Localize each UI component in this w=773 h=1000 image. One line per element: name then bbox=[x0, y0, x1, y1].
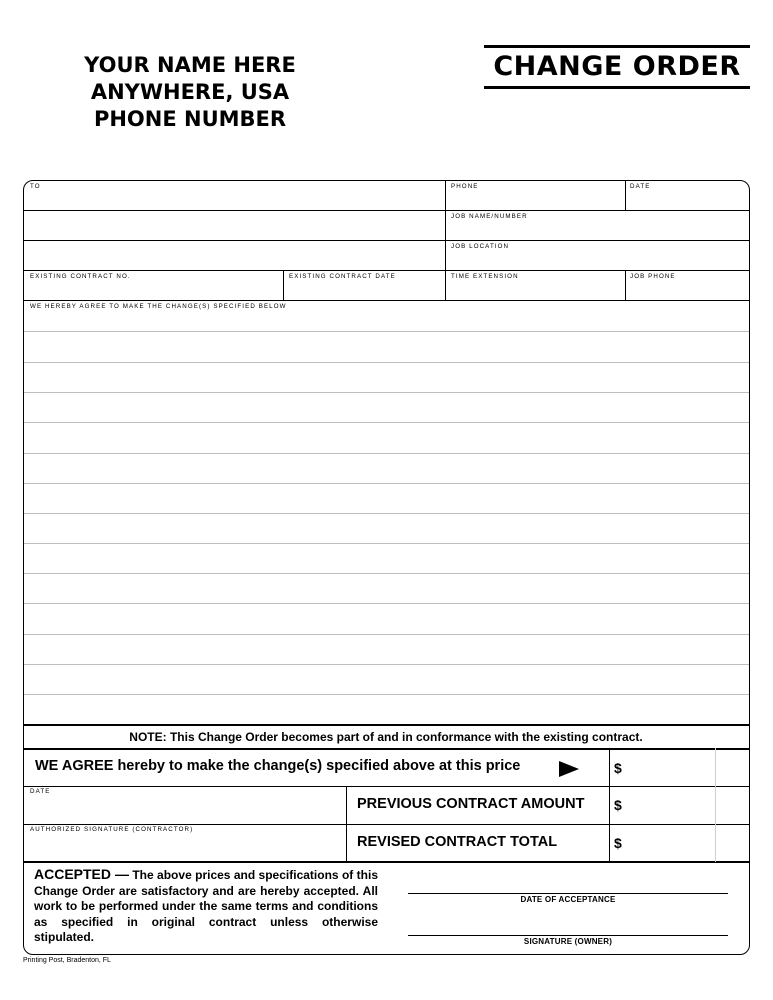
note-text: NOTE: This Change Order becomes part of and in conformance with the existing contract. bbox=[129, 730, 643, 744]
time-extension-field[interactable] bbox=[445, 270, 625, 300]
form-title: CHANGE ORDER bbox=[493, 51, 741, 82]
divider bbox=[24, 724, 750, 726]
existing-contract-no-field[interactable] bbox=[24, 270, 283, 300]
previous-amount-field[interactable] bbox=[609, 786, 750, 824]
contractor-signature-field[interactable] bbox=[24, 824, 346, 861]
ruled-line bbox=[24, 453, 750, 454]
ruled-line bbox=[24, 483, 750, 484]
job-phone-label: JOB PHONE bbox=[630, 273, 676, 280]
change-order-form bbox=[23, 180, 750, 955]
dollar-sign: $ bbox=[614, 797, 622, 813]
accepted-heading: ACCEPTED — bbox=[34, 866, 129, 882]
ruled-line bbox=[24, 573, 750, 574]
company-header bbox=[70, 52, 310, 133]
form-title-box bbox=[484, 45, 750, 89]
existing-contract-date-field[interactable] bbox=[283, 270, 445, 300]
ruled-line bbox=[24, 422, 750, 423]
existing-contract-date-label: EXISTING CONTRACT DATE bbox=[289, 273, 396, 280]
revised-contract-total-label: REVISED CONTRACT TOTAL bbox=[357, 834, 558, 850]
phone-field[interactable] bbox=[445, 181, 625, 210]
ruled-line bbox=[24, 664, 750, 665]
to-field[interactable] bbox=[24, 181, 445, 240]
acceptance-statement bbox=[34, 867, 378, 946]
owner-signature-label: SIGNATURE (OWNER) bbox=[523, 937, 613, 946]
change-description-label: WE HEREBY AGREE TO MAKE THE CHANGE(S) SPECIFIED BELOW bbox=[30, 303, 287, 310]
arrow-right-icon bbox=[559, 761, 579, 777]
divider bbox=[24, 861, 750, 863]
date-label: DATE bbox=[30, 788, 51, 795]
ruled-line bbox=[24, 513, 750, 514]
accepted-text: The above prices and specifications of this Change Order are satisfactory and are hereby accepted. All work to be performed under the same terms and conditions as specified in original contract unless otherwise stipulated. bbox=[34, 868, 378, 944]
agree-price-text: WE AGREE hereby to make the change(s) specified above at this price bbox=[35, 758, 521, 774]
ruled-line bbox=[24, 543, 750, 544]
ruled-line bbox=[24, 392, 750, 393]
date-field-label: DATE bbox=[630, 183, 651, 190]
job-location-field[interactable] bbox=[445, 240, 750, 270]
job-name-field-label: JOB NAME/NUMBER bbox=[451, 213, 528, 220]
company-location: ANYWHERE, USA bbox=[90, 80, 290, 104]
job-phone-field[interactable] bbox=[625, 270, 750, 300]
job-name-field[interactable] bbox=[445, 210, 750, 240]
divider bbox=[346, 786, 347, 862]
previous-contract-amount-label: PREVIOUS CONTRACT AMOUNT bbox=[357, 796, 585, 812]
ruled-line bbox=[24, 634, 750, 635]
ruled-line bbox=[24, 331, 750, 332]
date-field[interactable] bbox=[625, 181, 750, 210]
change-description-area[interactable] bbox=[24, 300, 750, 724]
owner-signature-line[interactable] bbox=[408, 935, 728, 936]
revised-total-field[interactable] bbox=[609, 824, 750, 861]
ruled-line bbox=[24, 362, 750, 363]
authorized-signature-label: AUTHORIZED SIGNATURE (CONTRACTOR) bbox=[30, 826, 194, 833]
job-location-field-label: JOB LOCATION bbox=[451, 243, 510, 250]
company-phone: PHONE NUMBER bbox=[93, 107, 287, 131]
existing-contract-no-label: EXISTING CONTRACT NO. bbox=[30, 273, 131, 280]
dollar-sign: $ bbox=[614, 760, 622, 776]
ruled-line bbox=[24, 694, 750, 695]
ruled-line bbox=[24, 603, 750, 604]
printer-credit: Printing Post, Bradenton, FL bbox=[23, 957, 111, 964]
to-field-label: TO bbox=[30, 183, 41, 190]
agreed-price-field[interactable] bbox=[609, 748, 750, 786]
date-of-acceptance-label: DATE OF ACCEPTANCE bbox=[520, 895, 616, 904]
dollar-sign: $ bbox=[614, 835, 622, 851]
phone-field-label: PHONE bbox=[451, 183, 479, 190]
time-extension-label: TIME EXTENSION bbox=[451, 273, 519, 280]
company-name: YOUR NAME HERE bbox=[84, 53, 296, 77]
date-of-acceptance-line[interactable] bbox=[408, 893, 728, 894]
contract-date-field[interactable] bbox=[24, 786, 346, 824]
